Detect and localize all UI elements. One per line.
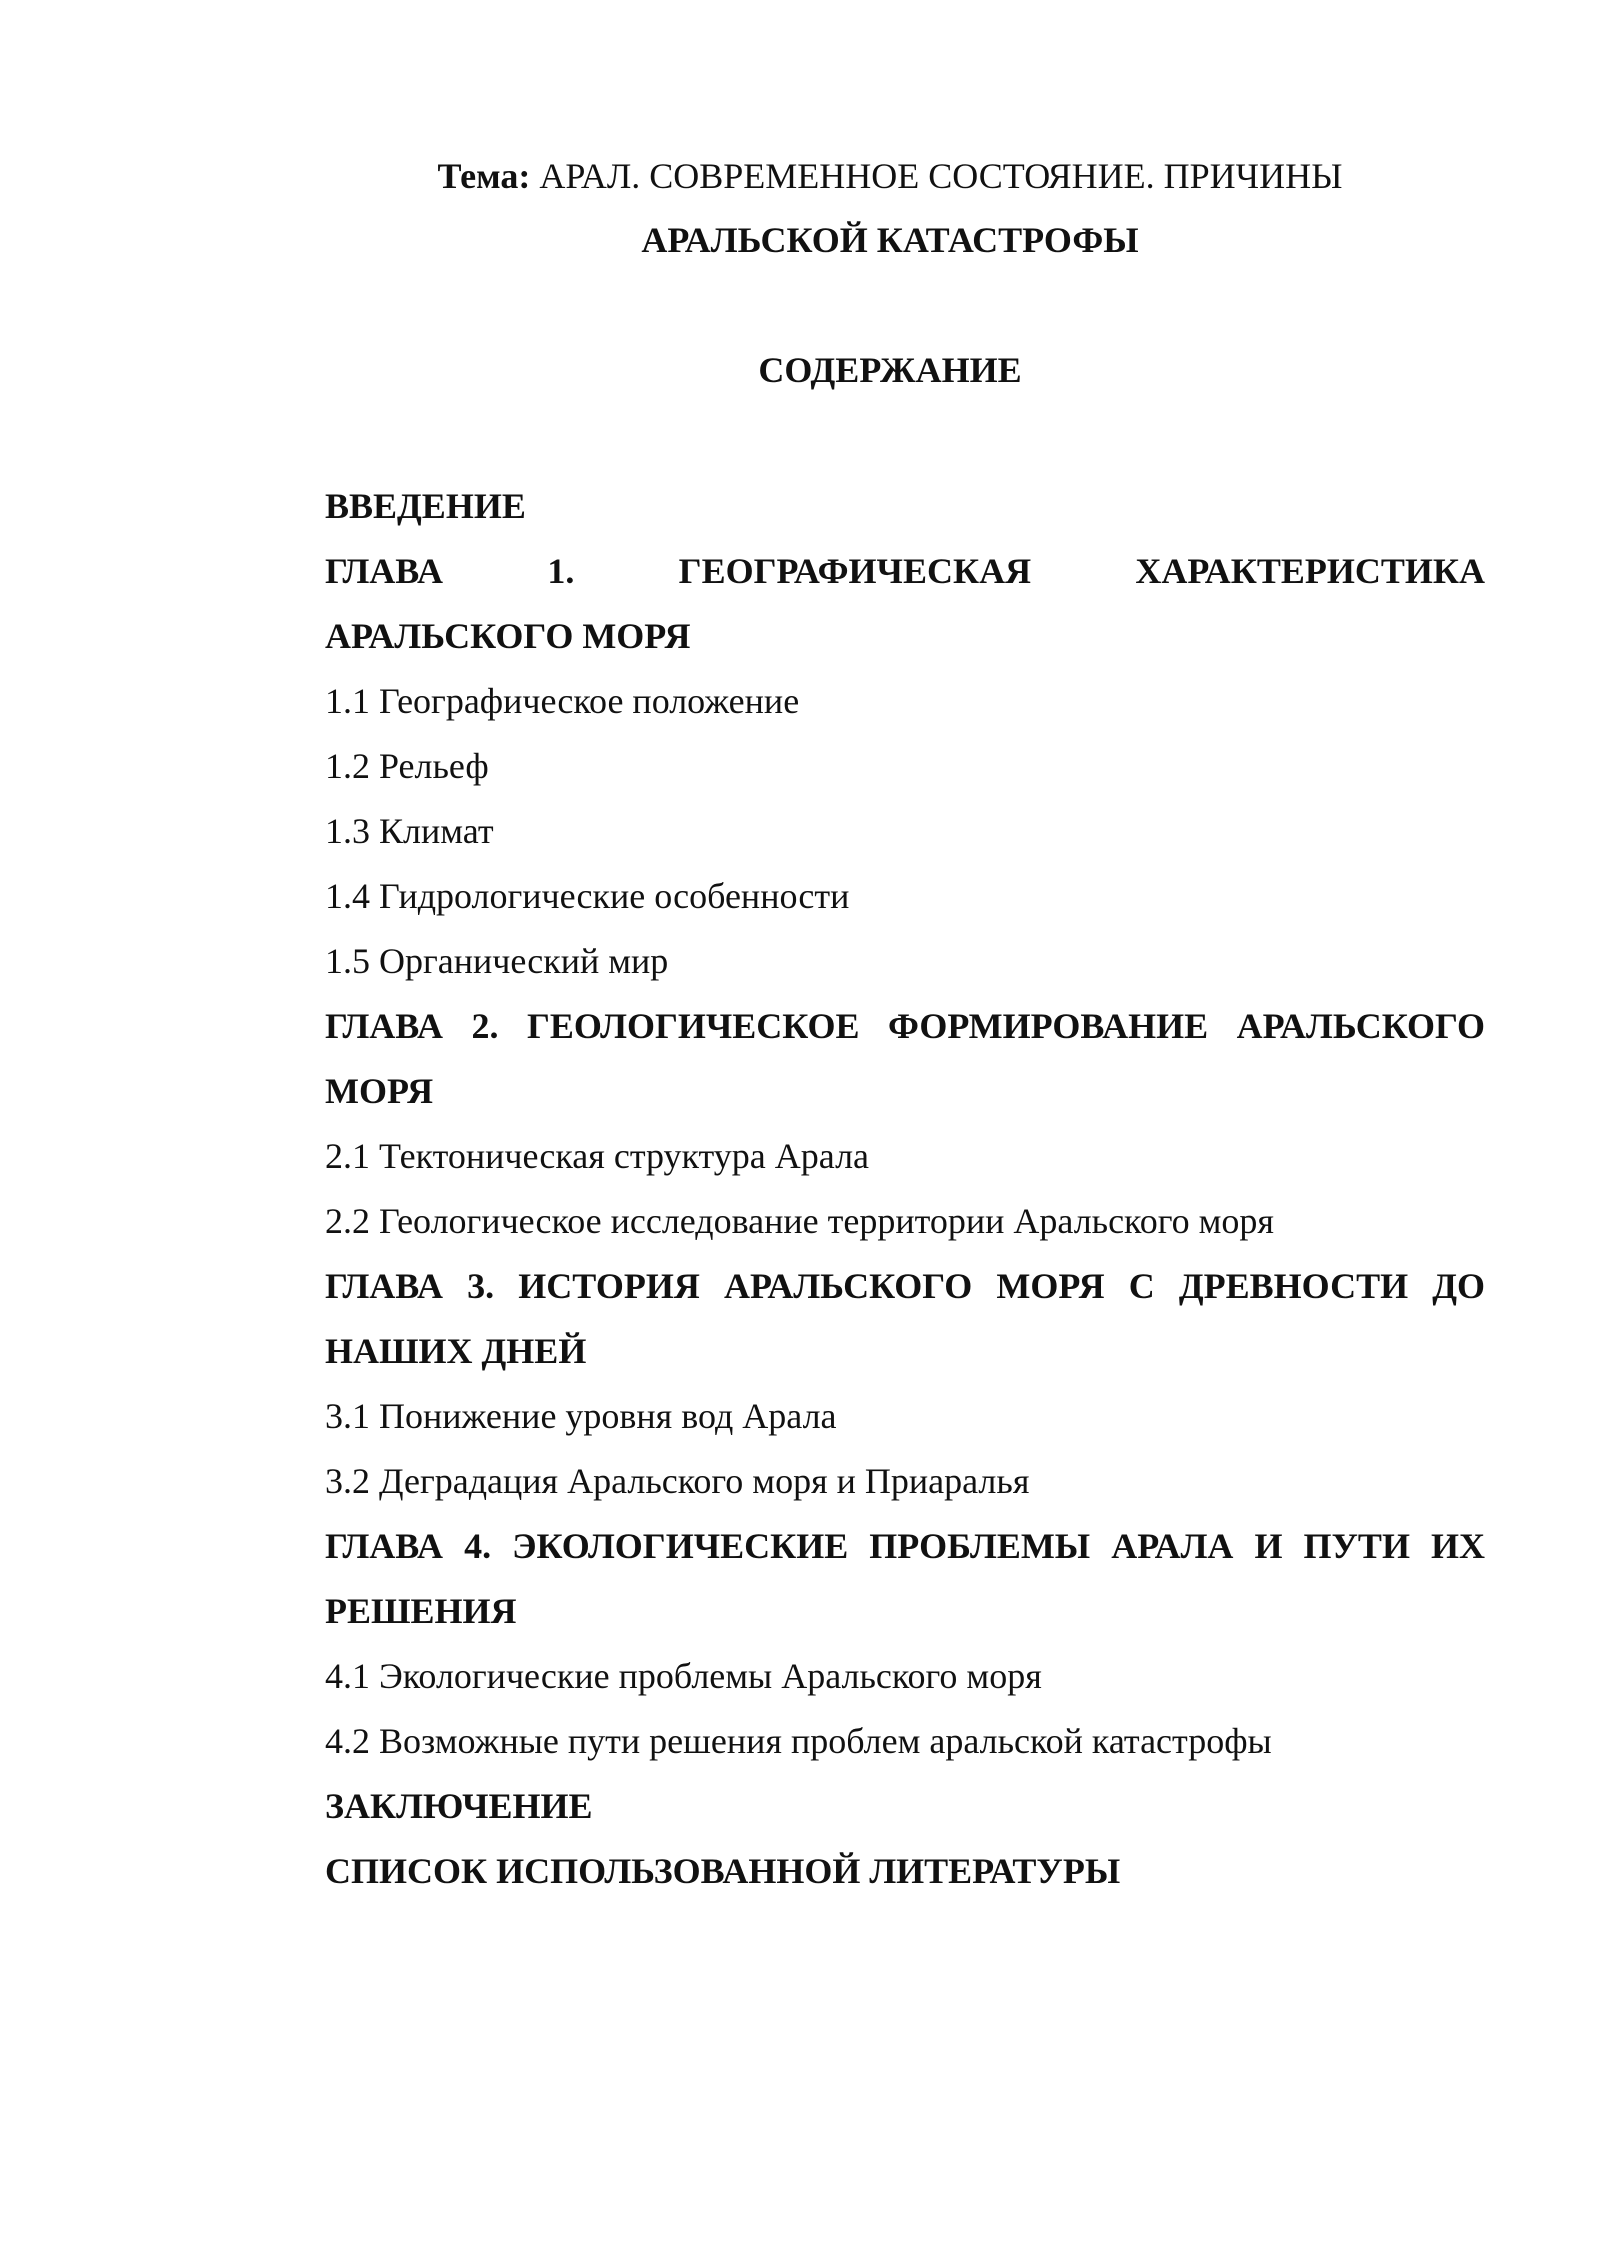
document-title-line-2: АРАЛЬСКОЙ КАТАСТРОФЫ xyxy=(641,220,1139,260)
document-title-line-1 xyxy=(240,152,1540,200)
title-text: АРАЛ. СОВРЕМЕННОЕ СОСТОЯНИЕ. ПРИЧИНЫ xyxy=(539,156,1343,196)
toc-section-1-1: 1.1 Географическое положение xyxy=(325,681,800,721)
toc-chapter-3-heading-cont: НАШИХ ДНЕЙ xyxy=(325,1331,587,1371)
toc-chapter-2-heading: ГЛАВА 2. ГЕОЛОГИЧЕСКОЕ ФОРМИРОВАНИЕ АРАЛЬСКОГО xyxy=(325,1006,1485,1046)
toc-section-1-4: 1.4 Гидрологические особенности xyxy=(325,876,850,916)
toc-references: СПИСОК ИСПОЛЬЗОВАННОЙ ЛИТЕРАТУРЫ xyxy=(325,1851,1121,1891)
toc-section-4-2: 4.2 Возможные пути решения проблем аральской катастрофы xyxy=(325,1721,1272,1761)
toc-section-2-1: 2.1 Тектоническая структура Арала xyxy=(325,1136,870,1176)
toc-section-1-5: 1.5 Органический мир xyxy=(325,941,669,981)
title-label: Тема: xyxy=(437,156,531,196)
toc-chapter-1-heading-cont: АРАЛЬСКОГО МОРЯ xyxy=(325,616,691,656)
toc-chapter-3-heading: ГЛАВА 3. ИСТОРИЯ АРАЛЬСКОГО МОРЯ С ДРЕВНОСТИ ДО xyxy=(325,1266,1485,1306)
toc-section-1-2: 1.2 Рельеф xyxy=(325,746,489,786)
toc-section-3-2: 3.2 Деградация Аральского моря и Приаралья xyxy=(325,1461,1030,1501)
toc-section-2-2: 2.2 Геологическое исследование территории Аральского моря xyxy=(325,1201,1274,1241)
contents-heading: СОДЕРЖАНИЕ xyxy=(758,350,1022,390)
table-of-contents xyxy=(325,474,1485,1904)
toc-chapter-4-heading: ГЛАВА 4. ЭКОЛОГИЧЕСКИЕ ПРОБЛЕМЫ АРАЛА И ПУТИ ИХ xyxy=(325,1526,1485,1566)
toc-chapter-1-heading: ГЛАВА 1. ГЕОГРАФИЧЕСКАЯ ХАРАКТЕРИСТИКА xyxy=(325,551,1485,591)
toc-section-3-1: 3.1 Понижение уровня вод Арала xyxy=(325,1396,837,1436)
toc-chapter-2-heading-cont: МОРЯ xyxy=(325,1071,434,1111)
toc-conclusion: ЗАКЛЮЧЕНИЕ xyxy=(325,1786,593,1826)
toc-section-1-3: 1.3 Климат xyxy=(325,811,494,851)
toc-section-4-1: 4.1 Экологические проблемы Аральского моря xyxy=(325,1656,1042,1696)
toc-introduction: ВВЕДЕНИЕ xyxy=(325,486,526,526)
toc-chapter-4-heading-cont: РЕШЕНИЯ xyxy=(325,1591,517,1631)
